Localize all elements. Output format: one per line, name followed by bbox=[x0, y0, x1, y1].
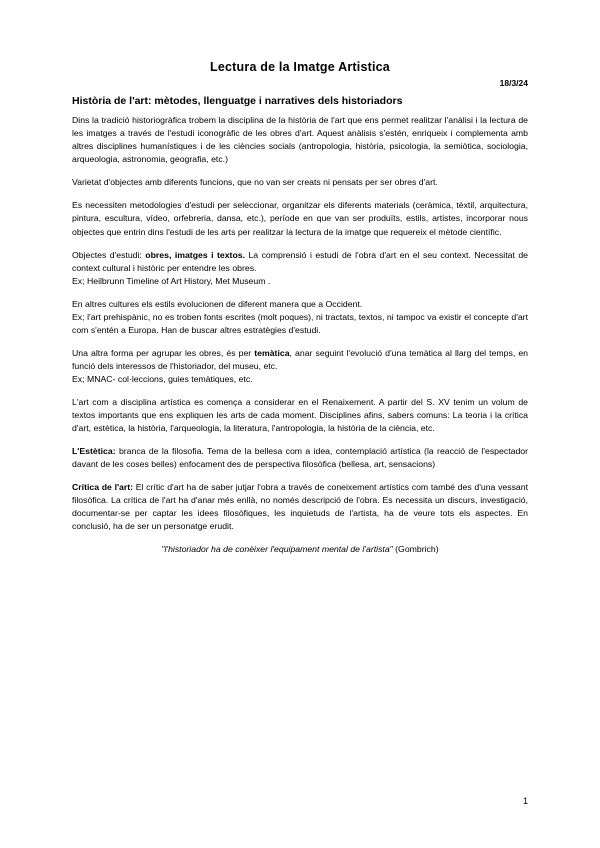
estetica-label: L'Estètica: bbox=[72, 446, 116, 457]
paragraph-estetica bbox=[72, 445, 528, 471]
paragraph-renaixement: L'art com a disciplina artística es comença a considerar en el Renaixement. A partir del S. XV tenim un volum de textos importants que ens expliquen les arts de cada moment. Disciplines afins, sabers comuns: La teoria i la crítica d'art, estètica, la història, l'arqueologia, la literatura, l'antropologia, la història de la ciència, etc. bbox=[72, 396, 528, 434]
paragraph-tematica bbox=[72, 347, 528, 373]
paragraph-intro: Dins la tradició historiogràfica trobem la disciplina de la història de l'art que ens permet realitzar l'anàlisi i la lectura de les imatges a través de l'estudi iconogràfic de les obres d'art. Aquest anàlisis s'estén, enriqueix i complementa amb altres disciplines humanístiques i de les ciències socials (antropologia, història, psicologia, la semiòtica, sociologia, arqueologia, astronomia, geografia, etc.) bbox=[72, 115, 528, 165]
objectes-estudi-lead: Objectes d'estudi: bbox=[72, 249, 146, 260]
estetica-text: branca de la filosofia. Tema de la bellesa com a idea, contemplació artística (la reacció de l'espectador davant de les coses belles) enfocament des de perspectiva filosòfica (bellesa, art, sensacions) bbox=[72, 446, 528, 470]
paragraph-example-mnac: Ex; MNAC- col·leccions, guies temàtiques, etc. bbox=[72, 373, 253, 384]
section-heading: Història de l'art: mètodes, llenguatge i narratives dels historiadors bbox=[72, 95, 403, 107]
document-date: 18/3/24 bbox=[499, 78, 528, 88]
critica-art-text: El crític d'art ha de saber jutjar l'obra a través de coneixement artístics com també des d'una vessant filosòfica. La crítica de l'art ha d'anar més enllà, no només descripció de l'obra. Es necessita un discurs, investigació, documentar-se per captar les idees filosòfiques, les inquietuds de l'artista, ha de veure tots els aspectes. En conclusió, ha de ser un personatge erudit. bbox=[72, 482, 529, 532]
quote-text: "l'historiador ha de conèixer l'equipament mental de l'artista" bbox=[161, 544, 393, 555]
paragraph-altres-cultures: En altres cultures els estils evolucionen de diferent manera que a Occident. bbox=[72, 298, 363, 309]
paragraph-objectes-estudi bbox=[72, 249, 528, 275]
objectes-estudi-bold: obres, imatges i textos. bbox=[145, 249, 245, 260]
paragraph-example-prehispanic: Ex; l'art prehispànic, no es troben fonts escrites (molt poques), ni tractats, textos, ni tampoc va existir el concepte d'art com s'entén a Europa. Han de buscar altres estratègies d'estudi. bbox=[72, 311, 528, 335]
page-number: 1 bbox=[522, 796, 528, 806]
quote-gombrich bbox=[72, 543, 528, 556]
critica-art-label: Crítica de l'art: bbox=[72, 482, 134, 493]
quote-attribution: (Gombrich) bbox=[392, 544, 439, 555]
paragraph-critica-art bbox=[72, 481, 528, 533]
tematica-rest: , anar seguint l'evolució d'una temàtica al llarg del temps, en funció dels interessos de l'historiador, del museu, etc. bbox=[72, 347, 528, 371]
page-title: Lectura de la Imatge Artistica bbox=[210, 60, 390, 74]
paragraph-example-heilbrunn: Ex; Heilbrunn Timeline of Art History, Met Museum . bbox=[72, 275, 271, 286]
tematica-lead: Una altra forma per agrupar les obres, és per bbox=[72, 347, 255, 358]
paragraph-metodologies: Es necessiten metodologies d'estudi per seleccionar, organitzar els diferents materials (ceràmica, tèxtil, arquitectura, pintura, escultura, vídeo, orfebreria, dansa, etc.), període en que van ser produïts, estils, artistes, incorporar nous objectes que entrin dins l'estudi de les arts per realitzar la lectura de la imatge que requereix el mètode científic. bbox=[72, 200, 528, 237]
objectes-estudi-rest: La comprensió i estudi de l'obra d'art en el seu context. Necessitat de context cultural i històric per entendre les obres. bbox=[72, 249, 528, 273]
tematica-bold: temàtica bbox=[254, 347, 290, 358]
paragraph-varietat: Varietat d'objectes amb diferents funcions, que no van ser creats ni pensats per ser obres d'art. bbox=[72, 177, 438, 188]
